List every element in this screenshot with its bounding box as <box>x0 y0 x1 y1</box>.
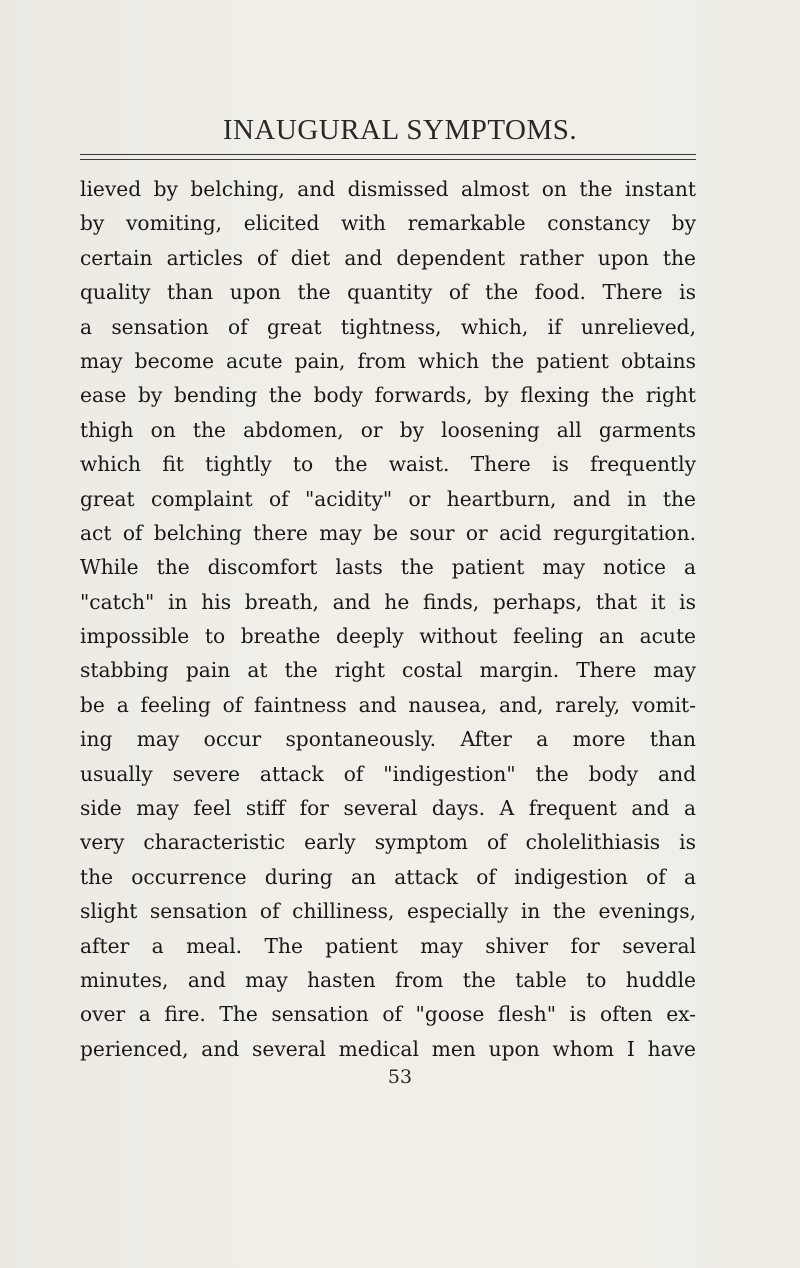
text-line: act of belching there may be sour or acid regurgitation. <box>80 520 696 545</box>
page-number: 53 <box>387 1066 413 1088</box>
header-rule-top <box>80 154 696 155</box>
text-line: "catch" in his breath, and he finds, perhaps, that it is <box>80 589 696 614</box>
text-line: impossible to breathe deeply without feeling an acute <box>80 624 696 649</box>
header-rule-bottom <box>80 159 696 160</box>
text-line: ing may occur spontaneously. After a more than <box>80 727 696 752</box>
text-line: usually severe attack of "indigestion" the body and <box>80 761 696 786</box>
text-line: side may feel stiff for several days. A frequent and a <box>80 796 696 821</box>
text-line: be a feeling of faintness and nausea, and, rarely, vomit- <box>80 692 696 717</box>
text-line: great complaint of "acidity" or heartburn, and in the <box>80 486 696 511</box>
text-line: certain articles of diet and dependent rather upon the <box>80 245 696 270</box>
text-line: the occurrence during an attack of indigestion of a <box>80 864 696 889</box>
text-line: over a fire. The sensation of "goose flesh" is often ex- <box>80 1002 696 1027</box>
text-line: stabbing pain at the right costal margin. There may <box>80 658 696 683</box>
text-line: While the discomfort lasts the patient may notice a <box>80 555 696 580</box>
body-text <box>80 172 696 1066</box>
text-line: thigh on the abdomen, or by loosening all garments <box>80 417 696 442</box>
text-line: ease by bending the body forwards, by flexing the right <box>80 383 696 408</box>
text-line: quality than upon the quantity of the food. There is <box>80 280 696 305</box>
text-line: slight sensation of chilliness, especially in the evenings, <box>80 899 696 924</box>
text-line: a sensation of great tightness, which, if unrelieved, <box>80 314 696 339</box>
text-line: perienced, and several medical men upon whom I have <box>80 1036 696 1061</box>
running-head: INAUGURAL SYMPTOMS. <box>222 114 578 146</box>
text-line: minutes, and may hasten from the table to huddle <box>80 967 696 992</box>
text-line: very characteristic early symptom of cholelithiasis is <box>80 830 696 855</box>
text-line: which fit tightly to the waist. There is frequently <box>80 452 696 477</box>
text-line: lieved by belching, and dismissed almost on the instant <box>80 177 696 201</box>
text-line: may become acute pain, from which the patient obtains <box>80 348 696 373</box>
text-line: by vomiting, elicited with remarkable constancy by <box>80 211 696 236</box>
text-line: after a meal. The patient may shiver for several <box>80 933 696 958</box>
